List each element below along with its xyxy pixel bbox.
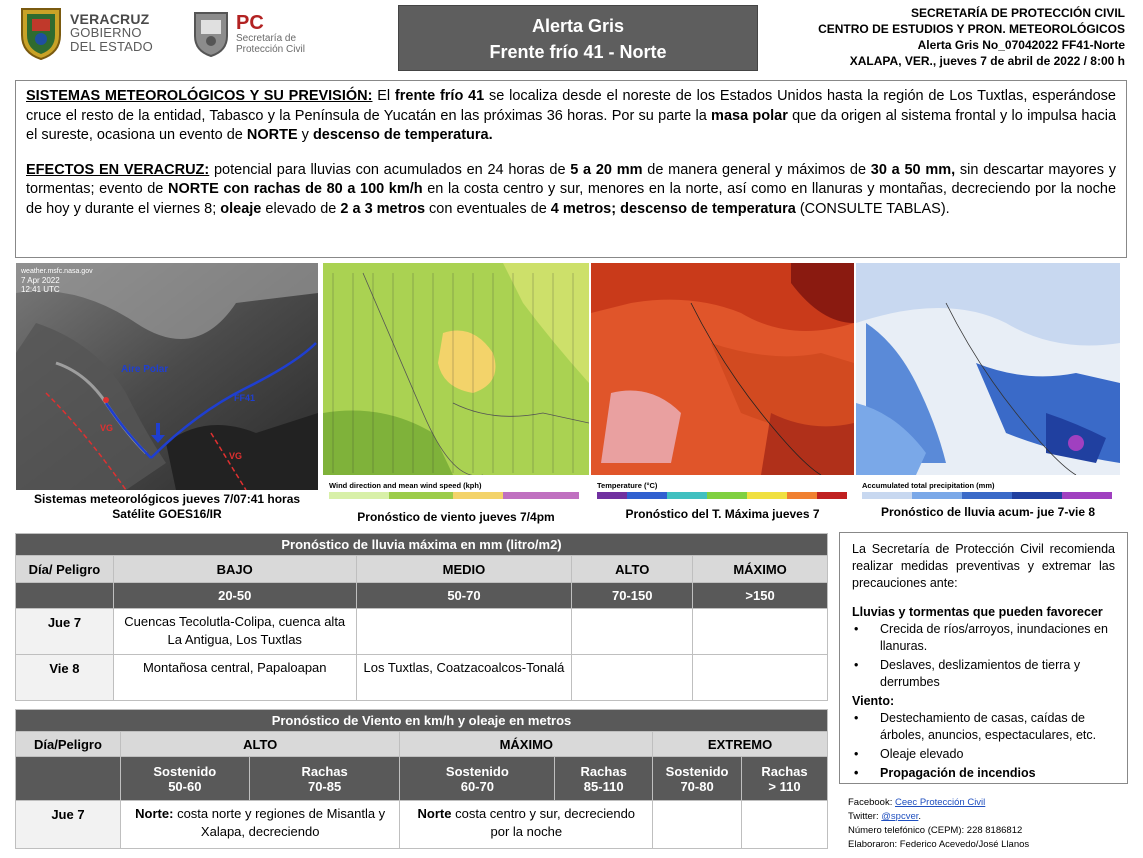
veracruz-line3: DEL ESTADO (70, 39, 153, 54)
alert-subtitle: Frente frío 41 - Norte (489, 42, 667, 62)
text-run: NORTE (246, 127, 298, 143)
text-run: se localiza desde el noreste de los Estados Unidos hasta la región de Los Tuxtlas, esperándose cruce el resto de la entidad, Tabasco y la Península de Yucatán en las próximas 36 horas. Por su parte la (26, 88, 1116, 124)
rain-cell-medio (356, 609, 572, 655)
text-run: con eventuales de (425, 200, 551, 217)
rain-col-header: ALTO (572, 556, 693, 583)
wind-day: Jue 7 (16, 801, 121, 849)
rain-col-header: MÁXIMO (693, 556, 828, 583)
wind-forecast-table (15, 709, 828, 849)
wind-col-header: MÁXIMO (400, 732, 653, 757)
reco-list-rain (852, 621, 1115, 691)
wind-sub-value: 70-80 (680, 778, 714, 794)
wind-sub-label: Rachas (761, 763, 808, 779)
text-run: 5 a 20 mm (570, 161, 643, 178)
header-info-line: Alerta Gris No_07042022 FF41-Norte (917, 38, 1125, 52)
pc-abbr: PC (236, 12, 264, 34)
text-run: en la costa centro y sur, menores en la norte, así como en llanuras y montañas, decreciendo por la noche de hoy y durante el viernes 8; (26, 181, 1117, 217)
wind-legend: Wind direction and mean wind speed (kph) (329, 481, 482, 490)
rain-caption: Pronóstico de lluvia acum- jue 7-vie 8 (880, 505, 1096, 519)
temperature-forecast-image (591, 263, 854, 503)
header-info-line: SECRETARÍA DE PROTECCIÓN CIVIL (910, 6, 1125, 20)
text-run: masa polar (711, 107, 788, 124)
wind-sub-value: 50-60 (168, 778, 202, 794)
list-item: • Deslaves, deslizamientos de tierra y derrumbes (852, 657, 1115, 691)
wind-sub-header (742, 757, 828, 801)
sat-label-polar: Aire Polar (121, 364, 169, 375)
rain-day: Jue 7 (16, 609, 114, 655)
temp-legend: Temperature (°C) (597, 481, 658, 490)
rain-cell-maximo (693, 655, 828, 701)
text-run: y (297, 127, 313, 143)
wind-col-header: Día/Peligro (16, 732, 121, 757)
systems-paragraph (26, 87, 1116, 146)
satellite-image (16, 263, 318, 490)
rain-forecast-table (15, 533, 828, 701)
satellite-caption (16, 492, 318, 522)
elaborated-by: Elaboraron: Federico Acevedo/José Llanos (848, 839, 1030, 850)
effects-paragraph (26, 161, 1116, 220)
rain-cell-bajo: Montañosa central, Papaloapan (113, 655, 356, 701)
wind-alto-bold: Norte: (135, 806, 174, 821)
facebook-label: Facebook: (848, 797, 895, 808)
text-run: de manera general y máximos de (642, 161, 871, 178)
wind-sub-header (400, 757, 555, 801)
satellite-caption-line2: Satélite GOES16/IR (112, 507, 222, 521)
text-run: frente frío 41 (394, 88, 485, 104)
rain-col-header: BAJO (113, 556, 356, 583)
rain-range: 50-70 (356, 583, 572, 609)
wind-sub-label: Sostenido (445, 763, 509, 779)
rain-cell-medio: Los Tuxtlas, Coatzacoalcos-Tonalá (356, 655, 572, 701)
wind-col-header: ALTO (120, 732, 400, 757)
header-info-line: XALAPA, VER., jueves 7 de abril de 2022 / 8:00 h (849, 54, 1125, 68)
rain-forecast-image (856, 263, 1120, 503)
wind-max-bold: Norte (417, 806, 452, 821)
wind-sub-header (249, 757, 400, 801)
facebook-link[interactable]: Ceec Protección Civil (895, 797, 986, 808)
wind-sub-header (653, 757, 742, 801)
recommendations-box (839, 532, 1128, 784)
wind-col-header: EXTREMO (653, 732, 828, 757)
systems-forecast-box (15, 80, 1127, 258)
text-run: descenso de temperatura (620, 200, 796, 217)
list-item: • Crecida de ríos/arroyos, inundaciones en llanuras. (852, 621, 1115, 655)
text-run: SISTEMAS METEOROLÓGICOS Y SU PREVISIÓN: (26, 88, 373, 104)
wind-sub-value: 60-70 (460, 778, 494, 794)
table-row (16, 609, 828, 655)
wind-sub-value: 70-85 (307, 778, 342, 794)
text-run: El (372, 88, 395, 104)
rain-legend: Accumulated total precipitation (mm) (862, 481, 995, 490)
list-item: • Propagación de incendios (852, 765, 1115, 782)
wind-sub-label: Rachas (580, 763, 627, 779)
wind-cell-extremo (653, 801, 742, 849)
pc-line2: Protección Civil (236, 44, 305, 55)
text-run: EFECTOS EN VERACRUZ: (26, 161, 210, 178)
rain-cell-maximo (693, 609, 828, 655)
rain-col-header: MEDIO (356, 556, 572, 583)
text-run: que da origen al sistema frontal y lo impulsa hacia el sureste, ocasiona un evento de (26, 107, 1117, 143)
text-run: sin descartar mayores y tormentas; evento de (26, 161, 1116, 197)
list-item: • Oleaje elevado (852, 746, 1115, 763)
rain-range: 20-50 (113, 583, 356, 609)
rain-cell-alto (572, 655, 693, 701)
rain-range-blank (16, 583, 114, 609)
wind-sub-label: Rachas (301, 763, 348, 779)
rain-range: 70-150 (572, 583, 693, 609)
wind-table-title: Pronóstico de Viento en km/h y oleaje en metros (16, 710, 828, 732)
reco-list-wind (852, 710, 1115, 782)
wind-cell-maximo (400, 801, 653, 849)
rain-table-title: Pronóstico de lluvia máxima en mm (litro/m2) (16, 534, 828, 556)
text-run: potencial para lluvias con acumulados en 24 horas de (209, 161, 571, 178)
sat-label-vg2: VG (229, 451, 243, 461)
wind-sub-header (120, 757, 249, 801)
phone-number: Número telefónico (CEPM): 228 8186812 (848, 825, 1023, 836)
text-run: descenso de temperatura. (312, 127, 493, 143)
wind-max-text: costa centro y sur, decreciendo por la noche (451, 806, 636, 839)
veracruz-line2: GOBIERNO (70, 25, 142, 40)
sat-stamp-time: 12:41 UTC (21, 285, 60, 294)
pc-line1: Secretaría de (236, 33, 297, 44)
sat-label-ff41: FF41 (234, 393, 256, 403)
alert-title-box (398, 5, 758, 71)
wind-cell-extremo (742, 801, 828, 849)
list-item: • Destechamiento de casas, caídas de árboles, anuncios, espectaculares, etc. (852, 710, 1115, 744)
wind-caption: Pronóstico de viento jueves 7/4pm (357, 510, 555, 524)
veracruz-logo (18, 4, 178, 62)
reco-intro: La Secretaría de Protección Civil recomienda realizar medidas preventivas y extremar las precauciones ante: (852, 542, 1115, 590)
table-row (16, 655, 828, 701)
temperature-caption: Pronóstico del T. Máxima jueves 7 (625, 507, 820, 521)
veracruz-shield-icon (18, 5, 64, 61)
alert-title: Alerta Gris (531, 16, 625, 36)
wind-cell-alto (120, 801, 400, 849)
veracruz-line1: VERACRUZ (70, 11, 150, 27)
text-run: (CONSULTE TABLAS). (795, 200, 950, 217)
pc-shield-icon (192, 10, 230, 58)
wind-sub-blank (16, 757, 121, 801)
text-run: elevado de (261, 200, 341, 217)
contacts: Facebook: Ceec Protección Civil Twitter: @spcver. Número telefónico (CEPM): 228 8186812 Elaboraron: Federico Acevedo/José Llanos (848, 796, 1128, 852)
wind-sub-value: > 110 (768, 778, 801, 794)
text-run: 30 a 50 mm, (870, 161, 956, 178)
text-run: 4 metros; (550, 200, 617, 217)
pc-logo (192, 8, 322, 60)
wind-alto-text: costa norte y regiones de Misantla y Xalapa, decreciendo (173, 806, 386, 839)
rain-day: Vie 8 (16, 655, 114, 701)
sat-stamp-date: 7 Apr 2022 (21, 276, 60, 285)
sat-source: weather.msfc.nasa.gov (21, 268, 93, 275)
wind-forecast-image (323, 263, 589, 503)
header-info (745, 5, 1125, 69)
sat-label-vg1: VG (100, 423, 114, 433)
wind-sub-value: 85-110 (583, 778, 624, 794)
text-run: 2 a 3 metros (340, 200, 426, 217)
reco-heading-rain: Lluvias y tormentas que pueden favorecer (852, 605, 1103, 619)
header-info-line: CENTRO DE ESTUDIOS Y PRON. METEOROLÓGICOS (818, 22, 1125, 36)
satellite-caption-line1: Sistemas meteorológicos jueves 7/07:41 horas (33, 492, 301, 506)
wind-sub-label: Sostenido (153, 763, 217, 779)
rain-cell-alto (572, 609, 693, 655)
reco-heading-wind: Viento: (852, 694, 895, 708)
table-row (16, 801, 828, 849)
twitter-link[interactable]: @spcver (881, 811, 919, 822)
wind-sub-label: Sostenido (665, 763, 729, 779)
rain-range: >150 (693, 583, 828, 609)
text-run: NORTE con rachas de 80 a 100 km/h (167, 181, 423, 197)
twitter-label: Twitter: (848, 811, 882, 822)
wind-sub-header (555, 757, 653, 801)
rain-cell-bajo: Cuencas Tecolutla-Colipa, cuenca alta La Antigua, Los Tuxtlas (113, 609, 356, 655)
text-run: oleaje (220, 200, 262, 217)
rain-col-header: Día/ Peligro (16, 556, 114, 583)
